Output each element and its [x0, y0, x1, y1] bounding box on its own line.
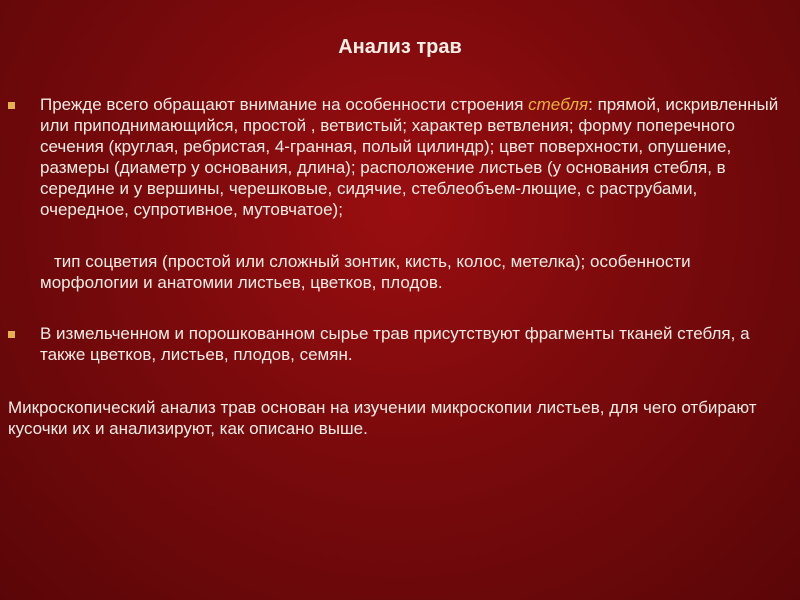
paragraph-1-colon: : [588, 95, 593, 114]
continuation-text: тип соцветия (простой или сложный зонтик, кисть, колос, метелка); особенности морфологии и анатомии листьев, цветков, плодов. [40, 252, 691, 292]
continuation-paragraph [40, 251, 785, 293]
bullet-paragraph-1 [40, 94, 785, 220]
bullet-square-icon [8, 102, 15, 109]
slide-title: Анализ трав [338, 36, 462, 58]
paragraph-1-text-start: Прежде всего обращают внимание на особенности строения [40, 95, 529, 114]
paragraph-1-text-end: прямой, искривленный или приподнимающийся, простой , ветвистый; характер ветвления; форму поперечного сечения (круглая, ребристая, 4-гранная, полый цилиндр); цвет поверхности, опушение, размеры (диаметр у основания, длина); расположение листьев (у основания стебля, в середине и у вершины, черешковые, сидячие, стеблеобъем-лющие, с раструбами, очередное, супротивное, мутовчатое); [40, 95, 779, 219]
footer-paragraph: Микроскопический анализ трав основан на изучении микроскопии листьев, для чего отбирают кусочки их и анализируют, как описано выше. [8, 398, 757, 438]
bullet-square-icon [8, 331, 15, 338]
bullet-paragraph-2: В измельченном и порошкованном сырье трав присутствуют фрагменты тканей стебля, а также цветков, листьев, плодов, семян. [40, 324, 750, 364]
highlight-word: стебля [528, 95, 589, 114]
